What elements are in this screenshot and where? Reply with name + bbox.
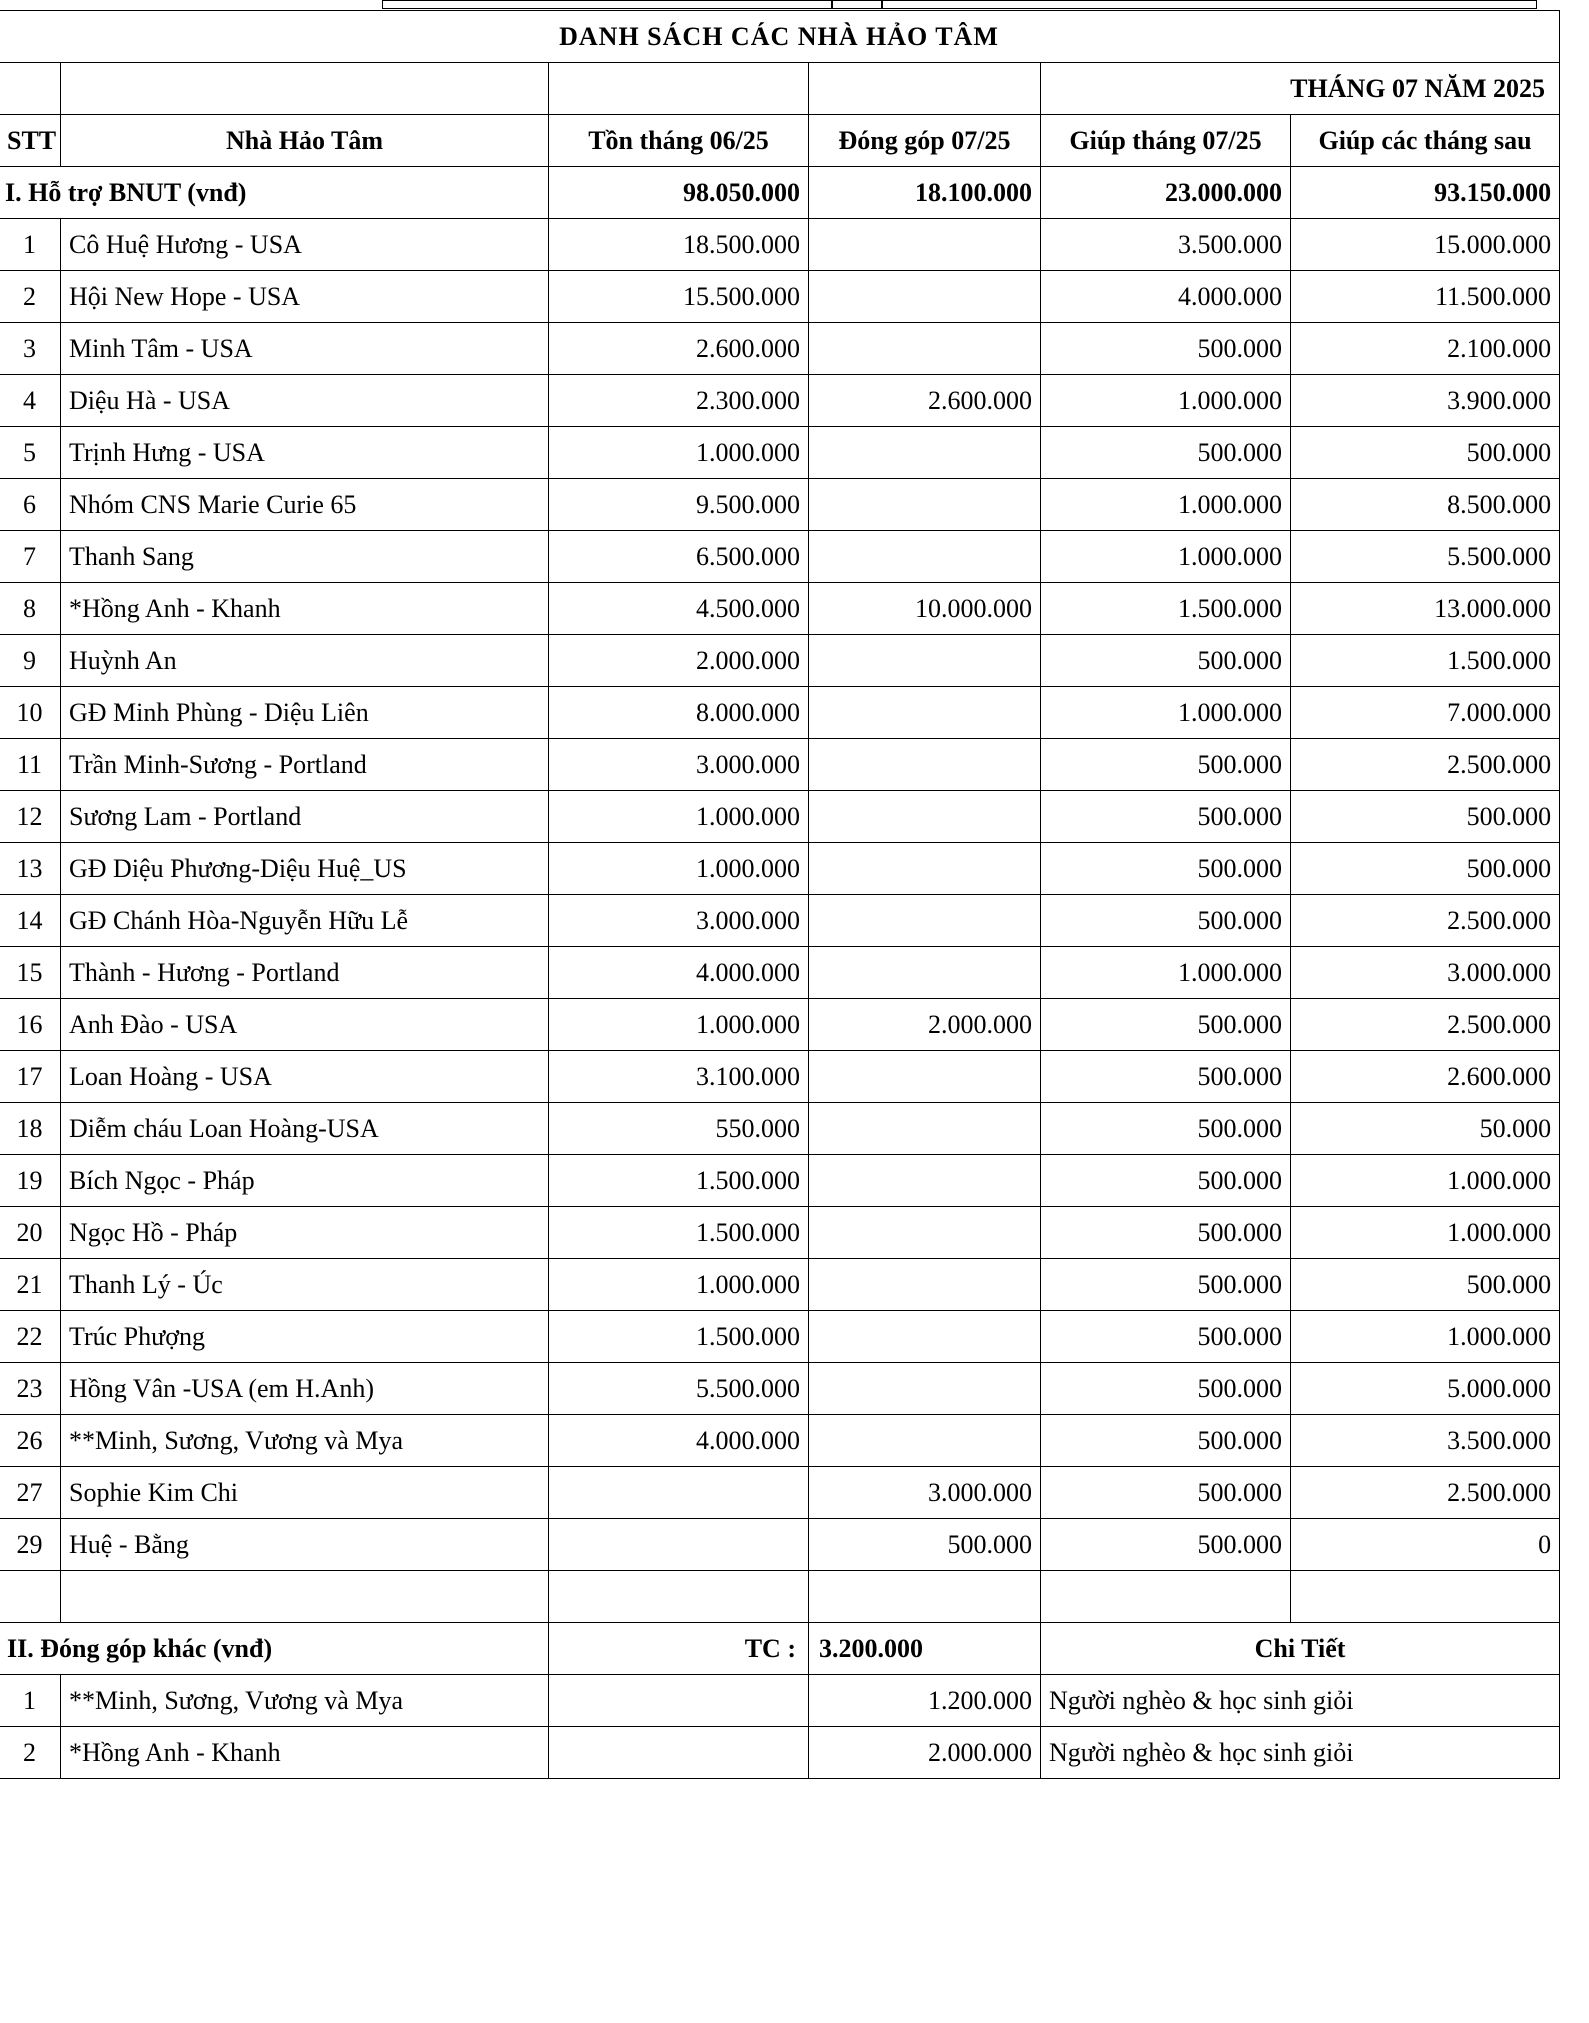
row-balance: 1.000.000 xyxy=(549,999,809,1051)
row-contribution xyxy=(809,739,1041,791)
table-row xyxy=(0,219,1560,271)
row-balance: 3.000.000 xyxy=(549,895,809,947)
section-2-tc-value: 3.200.000 xyxy=(809,1623,1041,1675)
row-help-month: 1.000.000 xyxy=(1041,479,1291,531)
row-name: **Minh, Sương, Vương và Mya xyxy=(61,1675,549,1727)
period-row xyxy=(0,63,1560,115)
row-balance: 1.500.000 xyxy=(549,1311,809,1363)
row-help-next: 0 xyxy=(1291,1519,1560,1571)
row-name: Nhóm CNS Marie Curie 65 xyxy=(61,479,549,531)
row-name: **Minh, Sương, Vương và Mya xyxy=(61,1415,549,1467)
row-help-next: 1.000.000 xyxy=(1291,1155,1560,1207)
row-balance: 1.000.000 xyxy=(549,427,809,479)
spacer-cell-contribution xyxy=(809,1571,1041,1623)
column-header-balance: Tồn tháng 06/25 xyxy=(549,115,809,167)
row-help-next: 50.000 xyxy=(1291,1103,1560,1155)
row-help-next: 8.500.000 xyxy=(1291,479,1560,531)
row-balance: 15.500.000 xyxy=(549,271,809,323)
spacer-row xyxy=(0,1571,1560,1623)
row-balance xyxy=(549,1727,809,1779)
row-help-month: 1.000.000 xyxy=(1041,531,1291,583)
row-help-month: 500.000 xyxy=(1041,1467,1291,1519)
row-help-next: 1.000.000 xyxy=(1291,1311,1560,1363)
row-help-month: 4.000.000 xyxy=(1041,271,1291,323)
row-help-month: 1.000.000 xyxy=(1041,375,1291,427)
column-header-stt: STT xyxy=(0,115,61,167)
row-stt: 17 xyxy=(0,1051,61,1103)
row-stt: 26 xyxy=(0,1415,61,1467)
row-stt: 2 xyxy=(0,271,61,323)
page-top-edge xyxy=(0,0,1589,10)
row-balance: 18.500.000 xyxy=(549,219,809,271)
table-row xyxy=(0,1259,1560,1311)
row-contribution: 1.200.000 xyxy=(809,1675,1041,1727)
top-edge-segment-right xyxy=(882,0,1537,9)
row-stt: 21 xyxy=(0,1259,61,1311)
row-help-month: 500.000 xyxy=(1041,1259,1291,1311)
row-contribution: 10.000.000 xyxy=(809,583,1041,635)
row-name: Bích Ngọc - Pháp xyxy=(61,1155,549,1207)
row-name: GĐ Minh Phùng - Diệu Liên xyxy=(61,687,549,739)
row-name: *Hồng Anh - Khanh xyxy=(61,583,549,635)
period-text: THÁNG 07 NĂM 2025 xyxy=(1290,73,1546,103)
section-2-header-row xyxy=(0,1623,1560,1675)
row-stt: 12 xyxy=(0,791,61,843)
row-contribution xyxy=(809,271,1041,323)
row-balance: 9.500.000 xyxy=(549,479,809,531)
row-help-month: 500.000 xyxy=(1041,1103,1291,1155)
table-row xyxy=(0,375,1560,427)
row-contribution xyxy=(809,1363,1041,1415)
row-balance: 2.300.000 xyxy=(549,375,809,427)
row-stt: 11 xyxy=(0,739,61,791)
row-stt: 23 xyxy=(0,1363,61,1415)
donor-table-body xyxy=(0,11,1560,1779)
top-edge-segment-mid xyxy=(832,0,882,9)
row-help-next: 7.000.000 xyxy=(1291,687,1560,739)
period-label xyxy=(1041,63,1560,115)
row-name: Cô Huệ Hương - USA xyxy=(61,219,549,271)
row-balance: 1.500.000 xyxy=(549,1155,809,1207)
table-row xyxy=(0,739,1560,791)
table-row xyxy=(0,999,1560,1051)
row-help-month: 500.000 xyxy=(1041,1155,1291,1207)
row-stt: 15 xyxy=(0,947,61,999)
row-name: Ngọc Hồ - Pháp xyxy=(61,1207,549,1259)
row-help-next: 11.500.000 xyxy=(1291,271,1560,323)
row-stt: 14 xyxy=(0,895,61,947)
row-help-month: 500.000 xyxy=(1041,791,1291,843)
row-help-month: 500.000 xyxy=(1041,1519,1291,1571)
row-contribution xyxy=(809,531,1041,583)
row-stt: 13 xyxy=(0,843,61,895)
row-name: Trịnh Hưng - USA xyxy=(61,427,549,479)
row-stt: 1 xyxy=(0,219,61,271)
row-help-next: 2.600.000 xyxy=(1291,1051,1560,1103)
row-name: Huệ - Bằng xyxy=(61,1519,549,1571)
document-title-row xyxy=(0,11,1560,63)
row-help-next: 3.900.000 xyxy=(1291,375,1560,427)
row-balance: 1.500.000 xyxy=(549,1207,809,1259)
row-contribution xyxy=(809,1051,1041,1103)
row-help-next: 2.500.000 xyxy=(1291,999,1560,1051)
table-row xyxy=(0,1415,1560,1467)
row-help-month: 1.000.000 xyxy=(1041,687,1291,739)
row-name: Diệu Hà - USA xyxy=(61,375,549,427)
row-help-next: 500.000 xyxy=(1291,843,1560,895)
period-spacer-stt xyxy=(0,63,61,115)
row-help-next: 2.500.000 xyxy=(1291,895,1560,947)
table-row xyxy=(0,843,1560,895)
row-name: Minh Tâm - USA xyxy=(61,323,549,375)
table-row xyxy=(0,947,1560,999)
row-help-next: 1.500.000 xyxy=(1291,635,1560,687)
table-row xyxy=(0,1467,1560,1519)
table-row xyxy=(0,791,1560,843)
section-2-tc-label: TC : xyxy=(549,1623,809,1675)
row-name: Thanh Lý - Úc xyxy=(61,1259,549,1311)
row-stt: 27 xyxy=(0,1467,61,1519)
section-1-contribution: 18.100.000 xyxy=(809,167,1041,219)
row-contribution: 2.000.000 xyxy=(809,1727,1041,1779)
row-stt: 6 xyxy=(0,479,61,531)
row-contribution xyxy=(809,843,1041,895)
table-row xyxy=(0,323,1560,375)
table-row xyxy=(0,895,1560,947)
spacer-cell-help-month xyxy=(1041,1571,1291,1623)
row-help-month: 500.000 xyxy=(1041,843,1291,895)
row-detail: Người nghèo & học sinh giỏi xyxy=(1041,1675,1560,1727)
row-name: Hồng Vân -USA (em H.Anh) xyxy=(61,1363,549,1415)
row-contribution xyxy=(809,427,1041,479)
donor-list-document xyxy=(0,10,1589,1779)
row-help-next: 5.500.000 xyxy=(1291,531,1560,583)
row-name: Sophie Kim Chi xyxy=(61,1467,549,1519)
row-balance: 6.500.000 xyxy=(549,531,809,583)
table-row xyxy=(0,1363,1560,1415)
row-balance: 4.000.000 xyxy=(549,1415,809,1467)
spacer-cell-name xyxy=(61,1571,549,1623)
table-row xyxy=(0,687,1560,739)
row-help-month: 500.000 xyxy=(1041,323,1291,375)
row-name: Thành - Hương - Portland xyxy=(61,947,549,999)
table-row xyxy=(0,1311,1560,1363)
row-name: GĐ Chánh Hòa-Nguyễn Hữu Lễ xyxy=(61,895,549,947)
page-title: DANH SÁCH CÁC NHÀ HẢO TÂM xyxy=(0,11,1560,63)
row-balance: 1.000.000 xyxy=(549,843,809,895)
row-stt: 20 xyxy=(0,1207,61,1259)
row-name: Anh Đào - USA xyxy=(61,999,549,1051)
row-stt: 22 xyxy=(0,1311,61,1363)
row-help-next: 15.000.000 xyxy=(1291,219,1560,271)
row-contribution: 2.600.000 xyxy=(809,375,1041,427)
section-1-help-next: 93.150.000 xyxy=(1291,167,1560,219)
row-contribution xyxy=(809,1155,1041,1207)
row-balance: 1.000.000 xyxy=(549,791,809,843)
row-contribution: 500.000 xyxy=(809,1519,1041,1571)
row-contribution xyxy=(809,1103,1041,1155)
row-stt: 8 xyxy=(0,583,61,635)
spacer-cell-stt xyxy=(0,1571,61,1623)
period-spacer-contribution xyxy=(809,63,1041,115)
table-header-row xyxy=(0,115,1560,167)
row-help-month: 500.000 xyxy=(1041,1051,1291,1103)
row-contribution xyxy=(809,1311,1041,1363)
row-help-month: 500.000 xyxy=(1041,427,1291,479)
table-row xyxy=(0,531,1560,583)
row-stt: 18 xyxy=(0,1103,61,1155)
row-balance: 3.100.000 xyxy=(549,1051,809,1103)
row-contribution xyxy=(809,1207,1041,1259)
row-name: Trần Minh-Sương - Portland xyxy=(61,739,549,791)
row-name: Sương Lam - Portland xyxy=(61,791,549,843)
row-help-month: 500.000 xyxy=(1041,739,1291,791)
row-contribution: 2.000.000 xyxy=(809,999,1041,1051)
period-spacer-name xyxy=(61,63,549,115)
row-help-next: 1.000.000 xyxy=(1291,1207,1560,1259)
row-balance: 1.000.000 xyxy=(549,1259,809,1311)
row-contribution xyxy=(809,791,1041,843)
row-contribution xyxy=(809,479,1041,531)
section-2-label: II. Đóng góp khác (vnđ) xyxy=(0,1623,549,1675)
row-balance: 5.500.000 xyxy=(549,1363,809,1415)
row-balance: 2.600.000 xyxy=(549,323,809,375)
row-help-month: 3.500.000 xyxy=(1041,219,1291,271)
row-name: Hội New Hope - USA xyxy=(61,271,549,323)
row-balance xyxy=(549,1519,809,1571)
row-help-next: 5.000.000 xyxy=(1291,1363,1560,1415)
row-stt: 1 xyxy=(0,1675,61,1727)
row-balance: 4.500.000 xyxy=(549,583,809,635)
table-row xyxy=(0,635,1560,687)
table-row xyxy=(0,479,1560,531)
row-contribution xyxy=(809,687,1041,739)
section-1-help-month: 23.000.000 xyxy=(1041,167,1291,219)
row-contribution xyxy=(809,947,1041,999)
row-balance: 4.000.000 xyxy=(549,947,809,999)
table-row xyxy=(0,1675,1560,1727)
row-name: *Hồng Anh - Khanh xyxy=(61,1727,549,1779)
row-balance: 3.000.000 xyxy=(549,739,809,791)
row-help-month: 500.000 xyxy=(1041,1415,1291,1467)
column-header-contribution: Đóng góp 07/25 xyxy=(809,115,1041,167)
section-2-detail-header: Chi Tiết xyxy=(1041,1623,1560,1675)
table-row xyxy=(0,1155,1560,1207)
row-contribution xyxy=(809,219,1041,271)
table-row xyxy=(0,1103,1560,1155)
period-spacer-balance xyxy=(549,63,809,115)
row-help-next: 13.000.000 xyxy=(1291,583,1560,635)
table-row xyxy=(0,583,1560,635)
row-stt: 7 xyxy=(0,531,61,583)
row-detail: Người nghèo & học sinh giỏi xyxy=(1041,1727,1560,1779)
row-help-next: 3.000.000 xyxy=(1291,947,1560,999)
row-help-next: 500.000 xyxy=(1291,427,1560,479)
section-1-balance: 98.050.000 xyxy=(549,167,809,219)
table-row xyxy=(0,1727,1560,1779)
row-help-next: 2.100.000 xyxy=(1291,323,1560,375)
table-row xyxy=(0,1207,1560,1259)
row-contribution: 3.000.000 xyxy=(809,1467,1041,1519)
row-contribution xyxy=(809,323,1041,375)
table-row xyxy=(0,271,1560,323)
row-help-next: 2.500.000 xyxy=(1291,739,1560,791)
row-help-month: 1.000.000 xyxy=(1041,947,1291,999)
row-stt: 29 xyxy=(0,1519,61,1571)
row-stt: 19 xyxy=(0,1155,61,1207)
spacer-cell-balance xyxy=(549,1571,809,1623)
row-name: Trúc Phượng xyxy=(61,1311,549,1363)
row-balance: 550.000 xyxy=(549,1103,809,1155)
row-help-month: 500.000 xyxy=(1041,999,1291,1051)
spacer-cell-help-next xyxy=(1291,1571,1560,1623)
section-1-label: I. Hỗ trợ BNUT (vnđ) xyxy=(0,167,549,219)
row-name: GĐ Diệu Phương-Diệu Huệ_US xyxy=(61,843,549,895)
row-contribution xyxy=(809,895,1041,947)
row-help-next: 500.000 xyxy=(1291,1259,1560,1311)
row-contribution xyxy=(809,635,1041,687)
row-stt: 9 xyxy=(0,635,61,687)
table-row xyxy=(0,1519,1560,1571)
row-help-next: 3.500.000 xyxy=(1291,1415,1560,1467)
row-name: Huỳnh An xyxy=(61,635,549,687)
donor-table xyxy=(0,10,1560,1779)
row-help-next: 500.000 xyxy=(1291,791,1560,843)
column-header-help-next: Giúp các tháng sau xyxy=(1291,115,1560,167)
row-help-month: 500.000 xyxy=(1041,1363,1291,1415)
row-help-month: 500.000 xyxy=(1041,1207,1291,1259)
table-row xyxy=(0,1051,1560,1103)
row-balance xyxy=(549,1675,809,1727)
row-contribution xyxy=(809,1259,1041,1311)
row-help-month: 500.000 xyxy=(1041,895,1291,947)
row-stt: 5 xyxy=(0,427,61,479)
row-stt: 4 xyxy=(0,375,61,427)
row-stt: 3 xyxy=(0,323,61,375)
row-name: Diễm cháu Loan Hoàng-USA xyxy=(61,1103,549,1155)
row-balance xyxy=(549,1467,809,1519)
column-header-name: Nhà Hảo Tâm xyxy=(61,115,549,167)
row-help-month: 1.500.000 xyxy=(1041,583,1291,635)
section-1-total-row xyxy=(0,167,1560,219)
column-header-help-month: Giúp tháng 07/25 xyxy=(1041,115,1291,167)
row-stt: 16 xyxy=(0,999,61,1051)
row-stt: 2 xyxy=(0,1727,61,1779)
row-help-month: 500.000 xyxy=(1041,635,1291,687)
row-contribution xyxy=(809,1415,1041,1467)
row-help-next: 2.500.000 xyxy=(1291,1467,1560,1519)
row-balance: 2.000.000 xyxy=(549,635,809,687)
row-stt: 10 xyxy=(0,687,61,739)
row-name: Thanh Sang xyxy=(61,531,549,583)
row-name: Loan Hoàng - USA xyxy=(61,1051,549,1103)
row-help-month: 500.000 xyxy=(1041,1311,1291,1363)
row-balance: 8.000.000 xyxy=(549,687,809,739)
top-edge-segment-left xyxy=(382,0,832,9)
table-row xyxy=(0,427,1560,479)
